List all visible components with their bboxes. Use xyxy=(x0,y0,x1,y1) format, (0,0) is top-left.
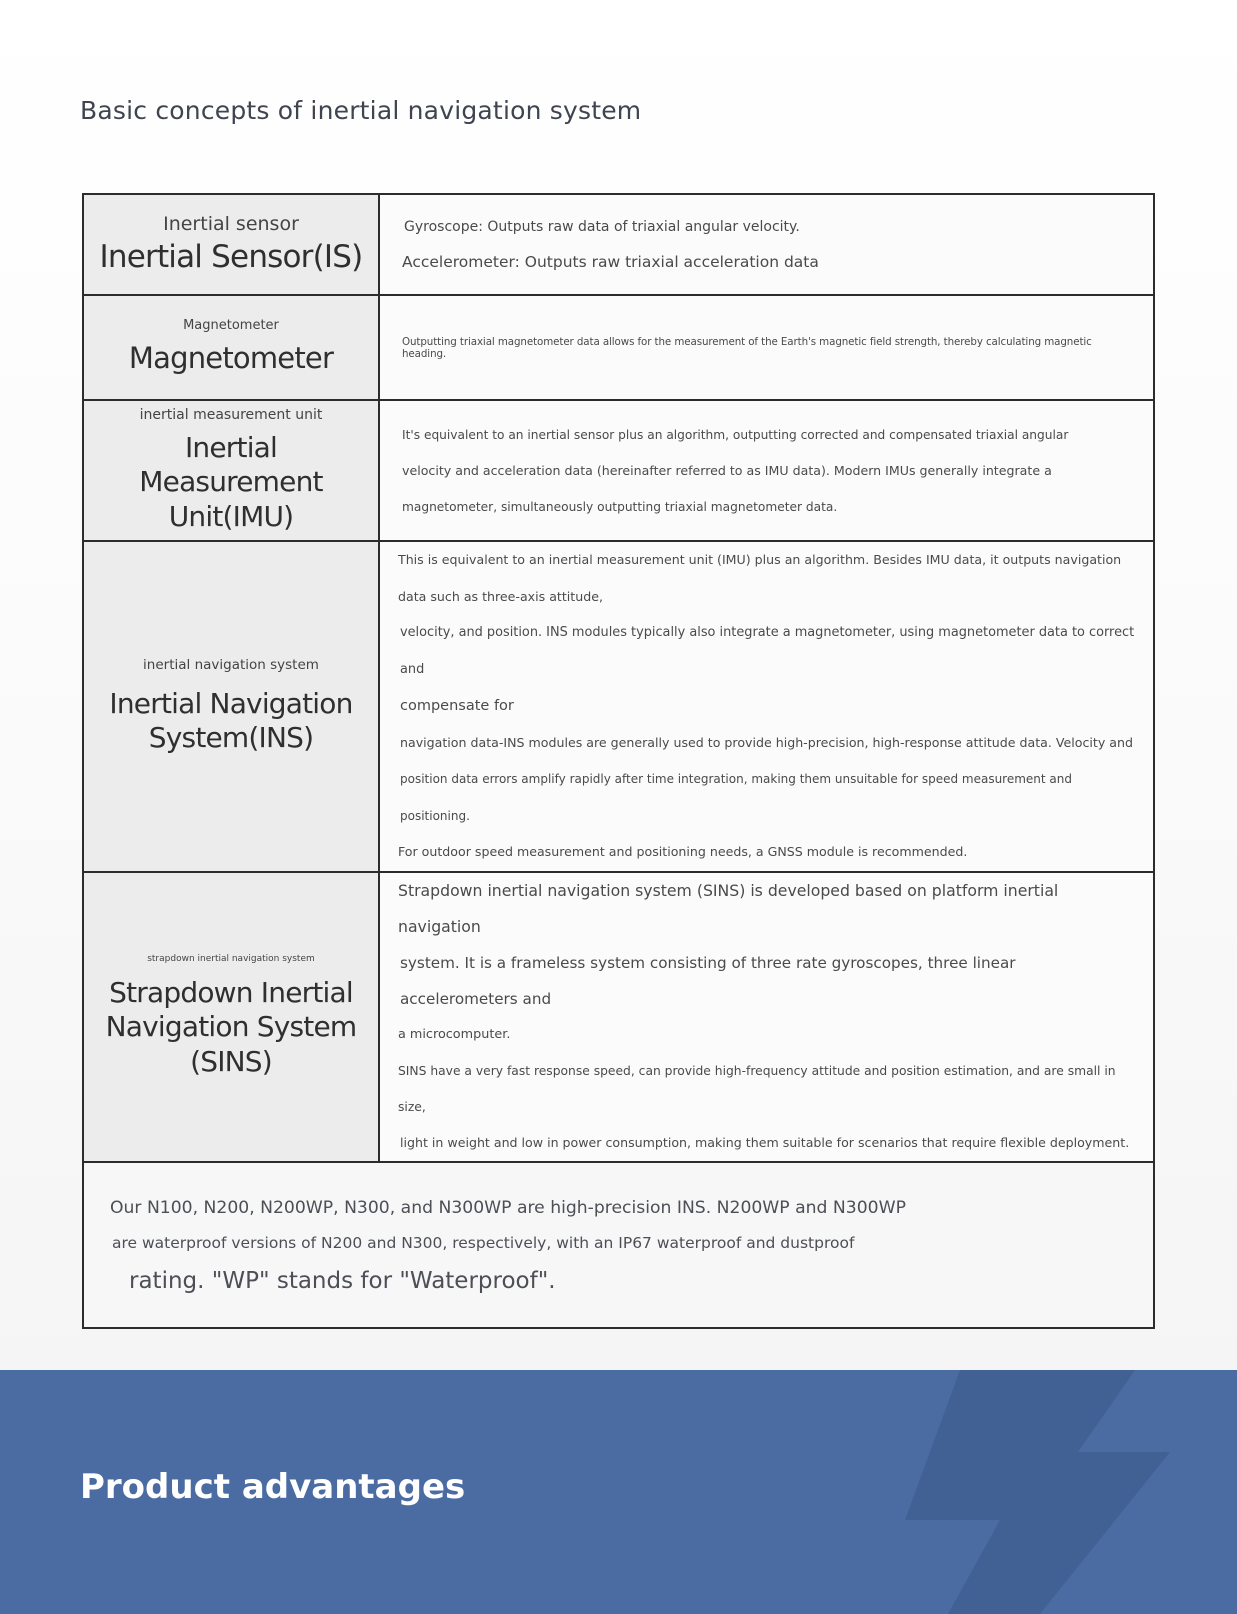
description-line: Gyroscope: Outputs raw data of triaxial angular velocity. xyxy=(404,218,800,235)
description-cell xyxy=(379,194,1154,295)
section-title: Basic concepts of inertial navigation system xyxy=(80,96,642,125)
description-line: velocity, and position. INS modules typically also integrate a magnetometer, using magnetometer data to correct and xyxy=(400,625,1135,677)
table-row-sins xyxy=(83,872,1154,1162)
description-line: It's equivalent to an inertial sensor plus an algorithm, outputting corrected and compensated triaxial angular xyxy=(402,427,1069,442)
concept-table xyxy=(82,193,1155,1329)
description-line: position data errors amplify rapidly after time integration, making them unsuitable for speed measurement and positioning. xyxy=(400,772,1073,823)
description-line: data such as three-axis attitude, xyxy=(398,588,603,604)
term-cell xyxy=(83,872,379,1162)
note-line: Our N100, N200, N200WP, N300, and N300WP are high-precision INS. N200WP and N300WP xyxy=(110,1197,906,1218)
term-subtitle: strapdown inertial navigation system xyxy=(147,954,315,965)
term-title: Inertial Measurement Unit(IMU) xyxy=(139,431,323,533)
term-subtitle: Magnetometer xyxy=(183,318,279,334)
table-row-inertial-sensor xyxy=(83,194,1154,295)
table-row-note xyxy=(83,1162,1154,1328)
term-title: Magnetometer xyxy=(128,341,334,376)
description-line: light in weight and low in power consumption, making them suitable for scenarios that require flexible deployment. xyxy=(400,1134,1130,1150)
footer-title: Product advantages xyxy=(80,1467,466,1507)
description-cell xyxy=(379,400,1154,541)
description-line: magnetometer, simultaneously outputting triaxial magnetometer data. xyxy=(402,499,838,514)
term-cell xyxy=(83,295,379,400)
description-line: SINS have a very fast response speed, can provide high-frequency attitude and position estimation, and are small in size, xyxy=(398,1063,1116,1114)
description-line: compensate for xyxy=(400,698,514,714)
term-subtitle: inertial measurement unit xyxy=(139,407,323,424)
description-line: This is equivalent to an inertial measurement unit (IMU) plus an algorithm. Besides IMU data, it outputs navigation xyxy=(398,552,1122,567)
description-line: system. It is a frameless system consisting of three rate gyroscopes, three linear accelerometers and xyxy=(400,953,1016,1008)
term-subtitle: Inertial sensor xyxy=(163,212,299,235)
description-line: navigation data-INS modules are generally used to provide high-precision, high-response attitude data. Velocity and xyxy=(400,734,1133,750)
description-cell xyxy=(379,541,1154,872)
term-cell xyxy=(83,400,379,541)
description-line: a microcomputer. xyxy=(398,1026,511,1042)
table-row-magnetometer xyxy=(83,295,1154,400)
table-row-imu xyxy=(83,400,1154,541)
description-line: Strapdown inertial navigation system (SINS) is developed based on platform inertial navigation xyxy=(398,880,1059,936)
description-line: velocity and acceleration data (hereinafter referred to as IMU data). Modern IMUs generally integrate a xyxy=(402,462,1052,478)
description-cell xyxy=(379,872,1154,1162)
description-line: For outdoor speed measurement and positioning needs, a GNSS module is recommended. xyxy=(398,844,968,859)
term-cell xyxy=(83,541,379,872)
description-line: Outputting triaxial magnetometer data allows for the measurement of the Earth's magnetic field strength, thereby calculating magnetic heading. xyxy=(402,335,1092,360)
description-cell xyxy=(379,295,1154,400)
term-title: Inertial Navigation System(INS) xyxy=(109,687,353,755)
term-title: Inertial Sensor(IS) xyxy=(99,238,363,275)
description-line: Accelerometer: Outputs raw triaxial acceleration data xyxy=(402,252,819,271)
note-cell xyxy=(83,1162,1154,1328)
table-row-ins xyxy=(83,541,1154,872)
note-line: rating. "WP" stands for "Waterproof". xyxy=(129,1267,556,1294)
note-line: are waterproof versions of N200 and N300, respectively, with an IP67 waterproof and dustproof xyxy=(112,1233,855,1252)
term-title: Strapdown Inertial Navigation System (SINS) xyxy=(105,976,357,1078)
term-subtitle: inertial navigation system xyxy=(143,657,319,674)
term-cell xyxy=(83,194,379,295)
